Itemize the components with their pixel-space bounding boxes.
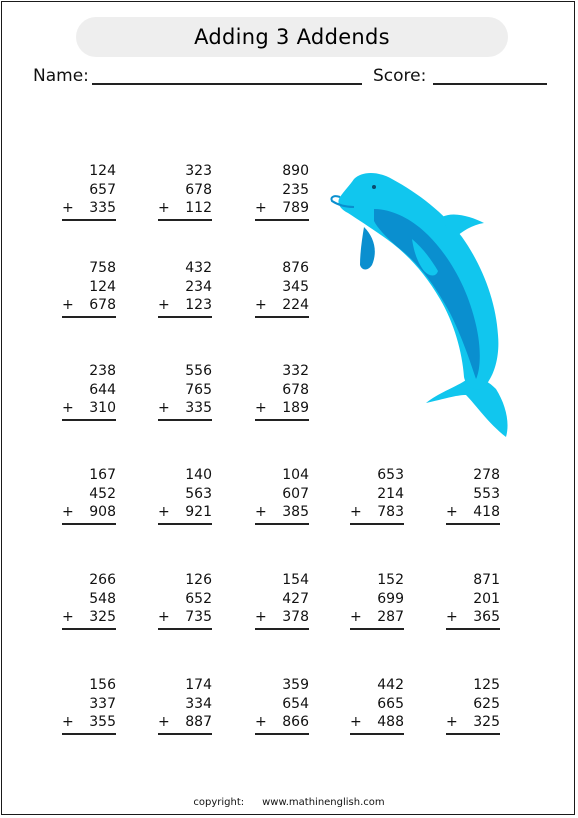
addend-3: 866 (282, 714, 309, 730)
addition-problem (446, 571, 500, 630)
addend-1: 156 (89, 677, 116, 693)
addend-3: 112 (185, 200, 212, 216)
addition-problem (255, 162, 309, 221)
addend-2: 644 (89, 381, 116, 398)
plus-sign: + (255, 714, 267, 730)
addition-problem (158, 259, 212, 318)
answer-line[interactable] (350, 523, 404, 525)
addend-3: 385 (282, 504, 309, 520)
plus-sign: + (350, 609, 362, 625)
copyright-label: copyright: (193, 797, 245, 808)
addend-3: 887 (185, 714, 212, 730)
addend-1: 174 (185, 677, 212, 693)
addend-2: 654 (282, 695, 309, 712)
addend-3: 678 (89, 297, 116, 313)
answer-line[interactable] (62, 733, 116, 735)
answer-line[interactable] (62, 523, 116, 525)
answer-line[interactable] (255, 523, 309, 525)
addend-3: 335 (89, 200, 116, 216)
plus-sign: + (446, 609, 458, 625)
addend-2: 607 (282, 485, 309, 502)
plus-sign: + (446, 504, 458, 520)
addend-2: 214 (377, 485, 404, 502)
addition-problem (158, 162, 212, 221)
addend-2: 765 (185, 381, 212, 398)
name-label: Name: (33, 66, 89, 86)
addend-1: 323 (185, 163, 212, 179)
addition-problem (255, 571, 309, 630)
answer-line[interactable] (350, 733, 404, 735)
addend-2: 345 (282, 278, 309, 295)
answer-line[interactable] (255, 419, 309, 421)
plus-sign: + (158, 297, 170, 313)
addend-2: 553 (473, 485, 500, 502)
plus-sign: + (255, 609, 267, 625)
addend-1: 154 (282, 572, 309, 588)
addend-1: 890 (282, 163, 309, 179)
answer-line[interactable] (62, 419, 116, 421)
addition-problem (255, 466, 309, 525)
answer-line[interactable] (158, 523, 212, 525)
addend-3: 365 (473, 609, 500, 625)
addend-3: 488 (377, 714, 404, 730)
plus-sign: + (62, 200, 74, 216)
addend-3: 783 (377, 504, 404, 520)
addend-2: 124 (89, 278, 116, 295)
plus-sign: + (158, 609, 170, 625)
answer-line[interactable] (255, 219, 309, 221)
addend-3: 378 (282, 609, 309, 625)
plus-sign: + (255, 400, 267, 416)
addend-1: 126 (185, 572, 212, 588)
addend-1: 167 (89, 467, 116, 483)
addend-1: 332 (282, 363, 309, 379)
addend-2: 427 (282, 590, 309, 607)
answer-line[interactable] (158, 628, 212, 630)
addend-2: 235 (282, 181, 309, 198)
plus-sign: + (62, 297, 74, 313)
plus-sign: + (62, 609, 74, 625)
answer-line[interactable] (62, 219, 116, 221)
addend-2: 699 (377, 590, 404, 607)
plus-sign: + (158, 714, 170, 730)
addend-1: 432 (185, 260, 212, 276)
addend-1: 876 (282, 260, 309, 276)
answer-line[interactable] (158, 419, 212, 421)
answer-line[interactable] (158, 316, 212, 318)
plus-sign: + (62, 714, 74, 730)
answer-line[interactable] (62, 316, 116, 318)
addend-3: 310 (89, 400, 116, 416)
addend-1: 266 (89, 572, 116, 588)
addend-2: 234 (185, 278, 212, 295)
answer-line[interactable] (446, 523, 500, 525)
addend-2: 452 (89, 485, 116, 502)
name-score-row (0, 62, 578, 88)
addition-problem (158, 466, 212, 525)
addend-1: 140 (185, 467, 212, 483)
addend-1: 556 (185, 363, 212, 379)
addend-2: 201 (473, 590, 500, 607)
addend-2: 548 (89, 590, 116, 607)
addend-3: 287 (377, 609, 404, 625)
dolphin-icon (326, 165, 514, 440)
addition-problem (158, 571, 212, 630)
plus-sign: + (62, 504, 74, 520)
name-blank-line[interactable] (92, 83, 362, 85)
answer-line[interactable] (446, 628, 500, 630)
addend-2: 657 (89, 181, 116, 198)
plus-sign: + (158, 400, 170, 416)
footer (0, 797, 578, 808)
answer-line[interactable] (158, 733, 212, 735)
addend-1: 758 (89, 260, 116, 276)
addend-3: 189 (282, 400, 309, 416)
addition-problem (350, 676, 404, 735)
copyright-link[interactable]: www.mathinenglish.com (262, 797, 385, 808)
addend-1: 124 (89, 163, 116, 179)
addend-2: 334 (185, 695, 212, 712)
addend-3: 325 (89, 609, 116, 625)
addend-2: 625 (473, 695, 500, 712)
score-label: Score: (373, 66, 427, 86)
answer-line[interactable] (62, 628, 116, 630)
answer-line[interactable] (446, 733, 500, 735)
plus-sign: + (350, 714, 362, 730)
addend-3: 789 (282, 200, 309, 216)
answer-line[interactable] (255, 628, 309, 630)
addend-2: 563 (185, 485, 212, 502)
plus-sign: + (255, 297, 267, 313)
plus-sign: + (158, 200, 170, 216)
addend-3: 123 (185, 297, 212, 313)
addend-3: 325 (473, 714, 500, 730)
addend-1: 125 (473, 677, 500, 693)
addition-problem (446, 676, 500, 735)
addition-problem (158, 362, 212, 421)
answer-line[interactable] (350, 628, 404, 630)
addition-problem (62, 259, 116, 318)
addition-problem (62, 362, 116, 421)
addend-3: 908 (89, 504, 116, 520)
plus-sign: + (350, 504, 362, 520)
addend-1: 104 (282, 467, 309, 483)
addition-problem (62, 162, 116, 221)
addition-problem (255, 362, 309, 421)
addend-2: 337 (89, 695, 116, 712)
addend-3: 418 (473, 504, 500, 520)
addend-1: 359 (282, 677, 309, 693)
addend-1: 278 (473, 467, 500, 483)
score-blank-line[interactable] (433, 83, 547, 85)
addition-problem (62, 466, 116, 525)
addend-3: 335 (185, 400, 212, 416)
plus-sign: + (62, 400, 74, 416)
addition-problem (255, 259, 309, 318)
addend-3: 921 (185, 504, 212, 520)
addend-2: 678 (282, 381, 309, 398)
worksheet-title: Adding 3 Addends (76, 17, 508, 57)
addition-problem (446, 466, 500, 525)
answer-line[interactable] (255, 733, 309, 735)
answer-line[interactable] (255, 316, 309, 318)
addend-1: 871 (473, 572, 500, 588)
addition-problem (158, 676, 212, 735)
addend-1: 442 (377, 677, 404, 693)
addition-problem (62, 571, 116, 630)
addend-3: 224 (282, 297, 309, 313)
plus-sign: + (255, 200, 267, 216)
plus-sign: + (158, 504, 170, 520)
addend-2: 665 (377, 695, 404, 712)
addition-problem (350, 466, 404, 525)
addend-3: 355 (89, 714, 116, 730)
plus-sign: + (446, 714, 458, 730)
addition-problem (350, 571, 404, 630)
addend-3: 735 (185, 609, 212, 625)
addend-2: 652 (185, 590, 212, 607)
answer-line[interactable] (158, 219, 212, 221)
addend-1: 238 (89, 363, 116, 379)
addend-1: 653 (377, 467, 404, 483)
plus-sign: + (255, 504, 267, 520)
addend-1: 152 (377, 572, 404, 588)
addition-problem (62, 676, 116, 735)
addend-2: 678 (185, 181, 212, 198)
addition-problem (255, 676, 309, 735)
